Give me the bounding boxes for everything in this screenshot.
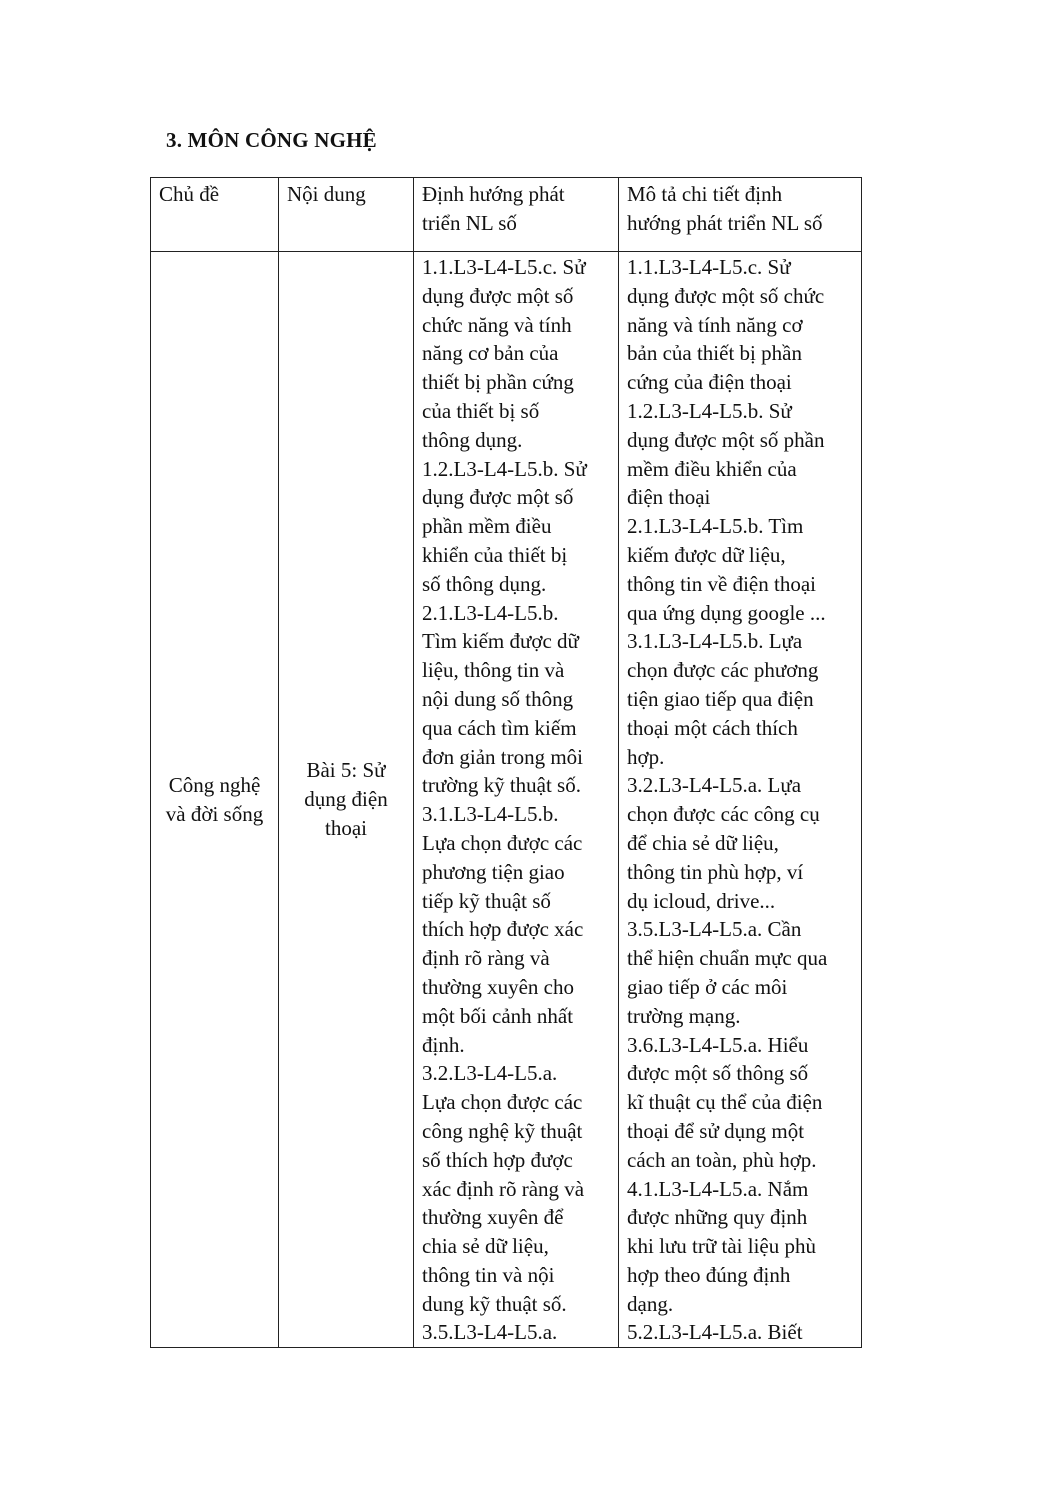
competency-table [150, 177, 862, 1348]
table-header-row [151, 178, 862, 252]
cell-description: 1.1.L3-L4-L5.c. Sử dụng được một số chức năng và tính năng cơ bản của thiết bị phần cứng của điện thoại 1.2.L3-L4-L5.b. Sử dụng được một số phần mềm điều khiển của điện thoại 2.1.L3-L4-L5.b. Tìm kiếm được dữ liệu, thông tin về điện thoại qua ứng dụng google ... 3.1.L3-L4-L5.b. Lựa chọn được các phương tiện giao tiếp qua điện thoại một cách thích hợp. 3.2.L3-L4-L5.a. Lựa chọn được các công cụ để chia sẻ dữ liệu, thông tin phù hợp, ví dụ icloud, drive... 3.5.L3-L4-L5.a. Cần thể hiện chuẩn mực qua giao tiếp ở các môi trường mạng. 3.6.L3-L4-L5.a. Hiểu được một số thông số kĩ thuật cụ thể của điện thoại để sử dụng một cách an toàn, phù hợp. 4.1.L3-L4-L5.a. Nắm được những quy định khi lưu trữ tài liệu phù hợp theo đúng định dạng. 5.2.L3-L4-L5.a. Biết [619, 252, 862, 1348]
section-heading: 3. MÔN CÔNG NGHỆ [166, 128, 377, 152]
table-row [151, 252, 862, 1348]
header-content: Nội dung [279, 178, 414, 252]
cell-content: Bài 5: Sử dụng điện thoại [279, 252, 414, 1348]
header-description: Mô tả chi tiết định hướng phát triển NL số [619, 178, 862, 252]
header-topic: Chủ đề [151, 178, 279, 252]
cell-orientation: 1.1.L3-L4-L5.c. Sử dụng được một số chức năng và tính năng cơ bản của thiết bị phần cứng của thiết bị số thông dụng. 1.2.L3-L4-L5.b. Sử dụng được một số phần mềm điều khiển của thiết bị số thông dụng. 2.1.L3-L4-L5.b. Tìm kiếm được dữ liệu, thông tin và nội dung số thông qua cách tìm kiếm đơn giản trong môi trường kỹ thuật số. 3.1.L3-L4-L5.b. Lựa chọn được các phương tiện giao tiếp kỹ thuật số thích hợp được xác định rõ ràng và thường xuyên cho một bối cảnh nhất định. 3.2.L3-L4-L5.a. Lựa chọn được các công nghệ kỹ thuật số thích hợp được xác định rõ ràng và thường xuyên để chia sẻ dữ liệu, thông tin và nội dung kỹ thuật số. 3.5.L3-L4-L5.a. [414, 252, 619, 1348]
cell-topic: Công nghệ và đời sống [151, 252, 279, 1348]
header-orientation: Định hướng phát triển NL số [414, 178, 619, 252]
